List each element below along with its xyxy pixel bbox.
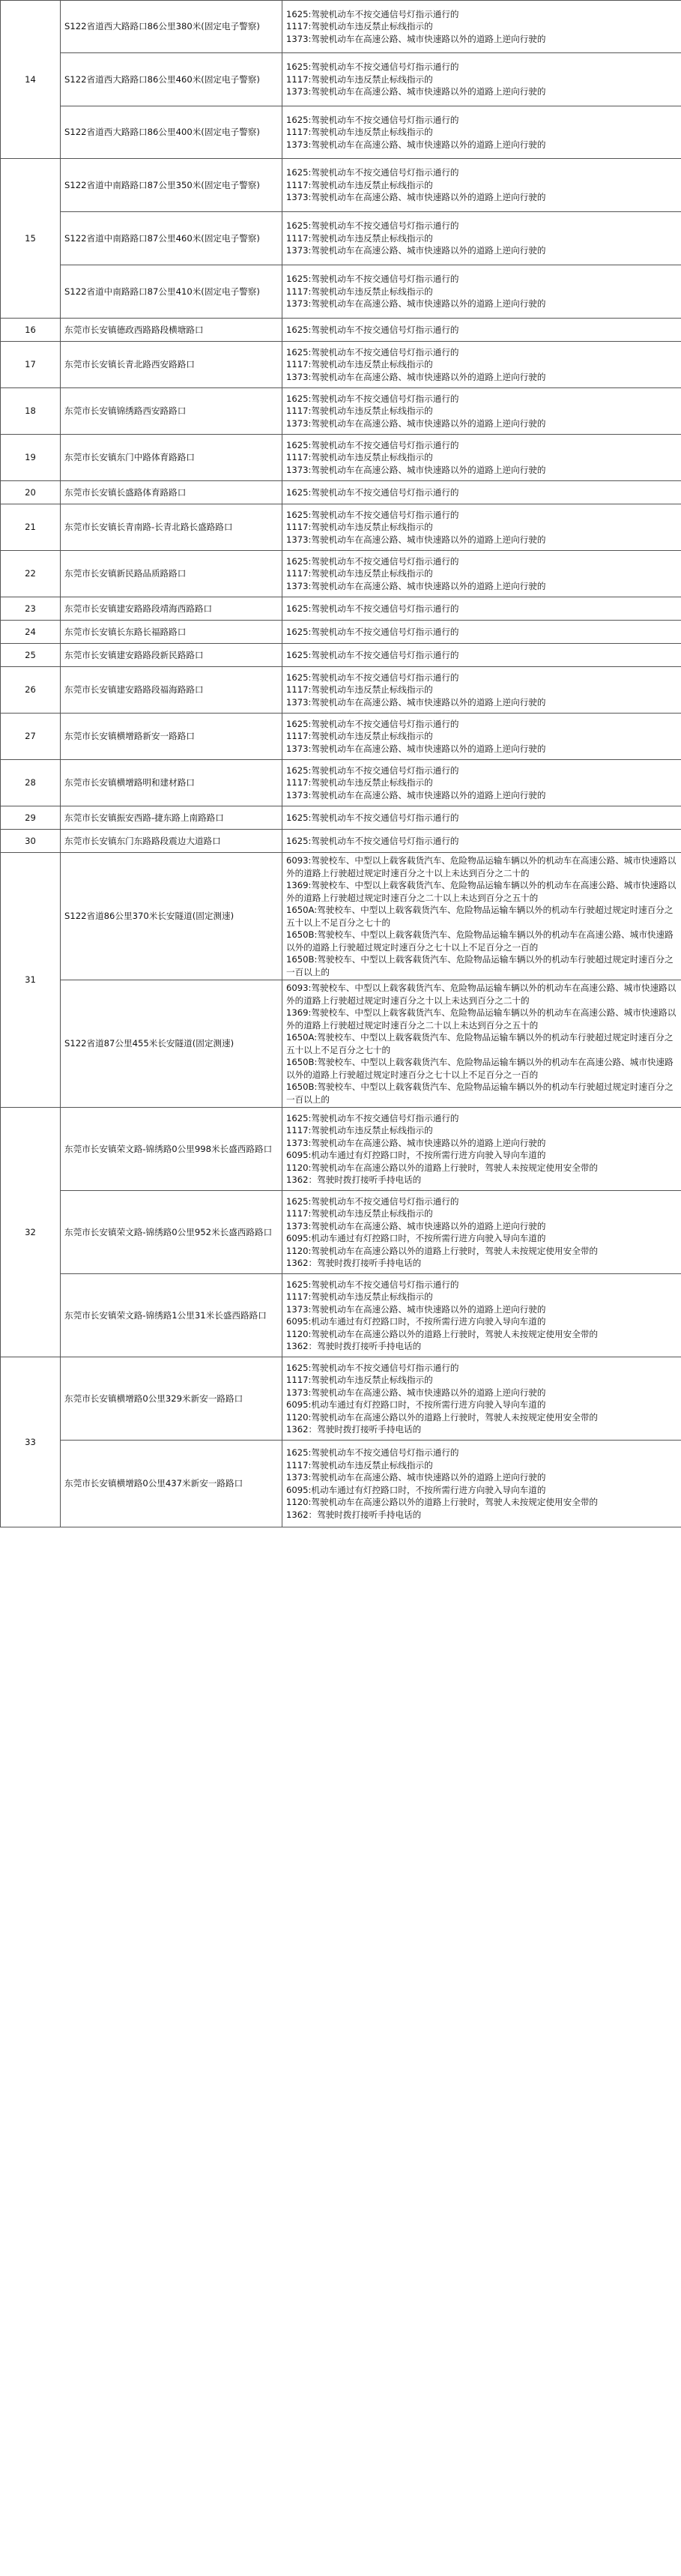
row-number: 30 xyxy=(1,830,61,853)
table-row xyxy=(1,388,681,435)
table-row xyxy=(1,714,681,760)
location-cell: S122省道86公里370米长安隧道(固定测速) xyxy=(61,853,282,980)
location-cell: 东莞市长安镇长青南路-长青北路长盛路路口 xyxy=(61,504,282,551)
table-row xyxy=(1,53,681,106)
row-number: 29 xyxy=(1,806,61,830)
location-cell: 东莞市长安镇建安路路段靖海西路路口 xyxy=(61,597,282,621)
location-cell: 东莞市长安镇振安西路-捷东路上南路路口 xyxy=(61,806,282,830)
violation-codes-cell: 1625:驾驶机动车不按交通信号灯指示通行的 1117:驾驶机动车违反禁止标线指示的 1373:驾驶机动车在高速公路、城市快速路以外的道路上逆向行驶的 xyxy=(282,212,681,265)
violation-codes-cell: 1625:驾驶机动车不按交通信号灯指示通行的 1117:驾驶机动车违反禁止标线指示的 1373:驾驶机动车在高速公路、城市快速路以外的道路上逆向行驶的 xyxy=(282,53,681,106)
table-row xyxy=(1,1191,681,1274)
location-cell: 东莞市长安镇锦绣路西安路路口 xyxy=(61,388,282,435)
location-cell: 东莞市长安镇长青北路西安路路口 xyxy=(61,342,282,388)
location-cell: S122省道87公里455米长安隧道(固定测速) xyxy=(61,980,282,1108)
violation-codes-cell: 1625:驾驶机动车不按交通信号灯指示通行的 1117:驾驶机动车违反禁止标线指示的 1373:驾驶机动车在高速公路、城市快速路以外的道路上逆向行驶的 xyxy=(282,714,681,760)
table-row xyxy=(1,212,681,265)
location-cell: 东莞市长安镇横增路明和建材路口 xyxy=(61,760,282,806)
table-row xyxy=(1,435,681,481)
row-number: 27 xyxy=(1,714,61,760)
violation-codes-cell: 1625:驾驶机动车不按交通信号灯指示通行的 1117:驾驶机动车违反禁止标线指示的 1373:驾驶机动车在高速公路、城市快速路以外的道路上逆向行驶的 xyxy=(282,388,681,435)
table-row xyxy=(1,1108,681,1191)
row-number: 33 xyxy=(1,1357,61,1527)
row-number: 25 xyxy=(1,644,61,667)
violation-codes-cell: 1625:驾驶机动车不按交通信号灯指示通行的 1117:驾驶机动车违反禁止标线指示的 1373:驾驶机动车在高速公路、城市快速路以外的道路上逆向行驶的 xyxy=(282,435,681,481)
table-row xyxy=(1,806,681,830)
location-cell: 东莞市长安镇长东路长福路路口 xyxy=(61,621,282,644)
table-row xyxy=(1,504,681,551)
location-cell: 东莞市长安镇东门中路体育路路口 xyxy=(61,435,282,481)
table-row xyxy=(1,265,681,319)
row-number: 14 xyxy=(1,1,61,159)
table-row xyxy=(1,1,681,53)
location-cell: S122省道西大路路口86公里380米(固定电子警察) xyxy=(61,1,282,53)
violation-codes-cell: 1625:驾驶机动车不按交通信号灯指示通行的 1117:驾驶机动车违反禁止标线指示的 1373:驾驶机动车在高速公路、城市快速路以外的道路上逆向行驶的 xyxy=(282,159,681,212)
row-number: 22 xyxy=(1,551,61,597)
location-cell: 东莞市长安镇建安路路段新民路路口 xyxy=(61,644,282,667)
violation-codes-cell: 1625:驾驶机动车不按交通信号灯指示通行的 1117:驾驶机动车违反禁止标线指示的 1373:驾驶机动车在高速公路、城市快速路以外的道路上逆向行驶的 xyxy=(282,106,681,159)
table-row xyxy=(1,319,681,342)
violation-codes-cell: 1625:驾驶机动车不按交通信号灯指示通行的 xyxy=(282,806,681,830)
row-number: 24 xyxy=(1,621,61,644)
location-cell: 东莞市长安镇荣文路-锦绣路0公里998米长盛西路路口 xyxy=(61,1108,282,1191)
violation-codes-cell: 1625:驾驶机动车不按交通信号灯指示通行的 1117:驾驶机动车违反禁止标线指示的 1373:驾驶机动车在高速公路、城市快速路以外的道路上逆向行驶的 xyxy=(282,667,681,714)
violation-codes-cell: 1625:驾驶机动车不按交通信号灯指示通行的 xyxy=(282,830,681,853)
location-cell: S122省道中南路路口87公里460米(固定电子警察) xyxy=(61,212,282,265)
table-row xyxy=(1,481,681,504)
violation-codes-cell: 6093:驾驶校车、中型以上载客载货汽车、危险物品运输车辆以外的机动车在高速公路、城市快速路以外的道路上行驶超过规定时速百分之十以上未达到百分之二十的 1369:驾驶校车、中型以上载客载货汽车、危险物品运输车辆以外的机动车在高速公路、城市快速路以外的道路上行驶超过规定时速百分之二十以上未达到百分之五十的 1650A:驾驶校车、中型以上载客载货汽车、危险物品运输车辆以外的机动车行驶超过规定时速百分之五十以上不足百分之七十的 1650B:驾驶校车、中型以上载客载货汽车、危险物品运输车辆以外的机动车在高速公路、城市快速路以外的道路上行驶超过规定时速百分之七十以上不足百分之一百的 1650B:驾驶校车、中型以上载客载货汽车、危险物品运输车辆以外的机动车行驶超过规定时速百分之一百以上的 xyxy=(282,853,681,980)
table-row xyxy=(1,551,681,597)
table-row xyxy=(1,621,681,644)
violation-codes-cell: 1625:驾驶机动车不按交通信号灯指示通行的 1117:驾驶机动车违反禁止标线指示的 1373:驾驶机动车在高速公路、城市快速路以外的道路上逆向行驶的 xyxy=(282,760,681,806)
row-number: 18 xyxy=(1,388,61,435)
location-cell: 东莞市长安镇横增路0公里437米新安一路路口 xyxy=(61,1441,282,1527)
location-cell: 东莞市长安镇长盛路体育路路口 xyxy=(61,481,282,504)
row-number: 17 xyxy=(1,342,61,388)
table-row xyxy=(1,1274,681,1357)
location-cell: 东莞市长安镇建安路路段福海路路口 xyxy=(61,667,282,714)
violation-codes-cell: 1625:驾驶机动车不按交通信号灯指示通行的 1117:驾驶机动车违反禁止标线指示的 1373:驾驶机动车在高速公路、城市快速路以外的道路上逆向行驶的 xyxy=(282,342,681,388)
row-number: 21 xyxy=(1,504,61,551)
table-row xyxy=(1,830,681,853)
violation-codes-cell: 1625:驾驶机动车不按交通信号灯指示通行的 xyxy=(282,319,681,342)
location-cell: S122省道中南路路口87公里410米(固定电子警察) xyxy=(61,265,282,319)
row-number: 32 xyxy=(1,1108,61,1357)
table-row xyxy=(1,597,681,621)
table-row xyxy=(1,644,681,667)
location-cell: 东莞市长安镇东门东路路段震边大道路口 xyxy=(61,830,282,853)
violation-codes-cell: 1625:驾驶机动车不按交通信号灯指示通行的 1117:驾驶机动车违反禁止标线指示的 1373:驾驶机动车在高速公路、城市快速路以外的道路上逆向行驶的 6095:机动车通过有灯控路口时，不按所需行进方向驶入导向车道的 1120:驾驶机动车在高速公路以外的道路上行驶时，驾驶人未按规定使用安全带的 1362：驾驶时拨打接听手持电话的 xyxy=(282,1108,681,1191)
row-number: 26 xyxy=(1,667,61,714)
violation-codes-cell: 1625:驾驶机动车不按交通信号灯指示通行的 xyxy=(282,621,681,644)
violation-codes-cell: 1625:驾驶机动车不按交通信号灯指示通行的 1117:驾驶机动车违反禁止标线指示的 1373:驾驶机动车在高速公路、城市快速路以外的道路上逆向行驶的 xyxy=(282,1,681,53)
violation-codes-cell: 1625:驾驶机动车不按交通信号灯指示通行的 1117:驾驶机动车违反禁止标线指示的 1373:驾驶机动车在高速公路、城市快速路以外的道路上逆向行驶的 xyxy=(282,551,681,597)
table-row xyxy=(1,667,681,714)
location-cell: 东莞市长安镇横增路新安一路路口 xyxy=(61,714,282,760)
violation-codes-cell: 1625:驾驶机动车不按交通信号灯指示通行的 xyxy=(282,481,681,504)
table-row xyxy=(1,342,681,388)
row-number: 28 xyxy=(1,760,61,806)
table-row xyxy=(1,853,681,980)
location-cell: S122省道西大路路口86公里460米(固定电子警察) xyxy=(61,53,282,106)
table-row xyxy=(1,1441,681,1527)
violation-codes-cell: 1625:驾驶机动车不按交通信号灯指示通行的 1117:驾驶机动车违反禁止标线指示的 1373:驾驶机动车在高速公路、城市快速路以外的道路上逆向行驶的 6095:机动车通过有灯控路口时，不按所需行进方向驶入导向车道的 1120:驾驶机动车在高速公路以外的道路上行驶时，驾驶人未按规定使用安全带的 1362：驾驶时拨打接听手持电话的 xyxy=(282,1357,681,1441)
location-cell: S122省道西大路路口86公里400米(固定电子警察) xyxy=(61,106,282,159)
violation-codes-cell: 1625:驾驶机动车不按交通信号灯指示通行的 1117:驾驶机动车违反禁止标线指示的 1373:驾驶机动车在高速公路、城市快速路以外的道路上逆向行驶的 xyxy=(282,504,681,551)
violation-codes-cell: 6093:驾驶校车、中型以上载客载货汽车、危险物品运输车辆以外的机动车在高速公路、城市快速路以外的道路上行驶超过规定时速百分之十以上未达到百分之二十的 1369:驾驶校车、中型以上载客载货汽车、危险物品运输车辆以外的机动车在高速公路、城市快速路以外的道路上行驶超过规定时速百分之二十以上未达到百分之五十的 1650A:驾驶校车、中型以上载客载货汽车、危险物品运输车辆以外的机动车行驶超过规定时速百分之五十以上不足百分之七十的 1650B:驾驶校车、中型以上载客载货汽车、危险物品运输车辆以外的机动车在高速公路、城市快速路以外的道路上行驶超过规定时速百分之七十以上不足百分之一百的 1650B:驾驶校车、中型以上载客载货汽车、危险物品运输车辆以外的机动车行驶超过规定时速百分之一百以上的 xyxy=(282,980,681,1108)
violation-codes-cell: 1625:驾驶机动车不按交通信号灯指示通行的 xyxy=(282,597,681,621)
location-cell: 东莞市长安镇德政西路路段横塘路口 xyxy=(61,319,282,342)
row-number: 19 xyxy=(1,435,61,481)
row-number: 23 xyxy=(1,597,61,621)
location-cell: 东莞市长安镇新民路品质路路口 xyxy=(61,551,282,597)
row-number: 15 xyxy=(1,159,61,319)
row-number: 31 xyxy=(1,853,61,1108)
table-row xyxy=(1,980,681,1108)
row-number: 20 xyxy=(1,481,61,504)
table-row xyxy=(1,106,681,159)
table-row xyxy=(1,1357,681,1441)
violation-codes-cell: 1625:驾驶机动车不按交通信号灯指示通行的 1117:驾驶机动车违反禁止标线指示的 1373:驾驶机动车在高速公路、城市快速路以外的道路上逆向行驶的 6095:机动车通过有灯控路口时，不按所需行进方向驶入导向车道的 1120:驾驶机动车在高速公路以外的道路上行驶时，驾驶人未按规定使用安全带的 1362：驾驶时拨打接听手持电话的 xyxy=(282,1274,681,1357)
violation-codes-cell: 1625:驾驶机动车不按交通信号灯指示通行的 1117:驾驶机动车违反禁止标线指示的 1373:驾驶机动车在高速公路、城市快速路以外的道路上逆向行驶的 xyxy=(282,265,681,319)
violation-codes-cell: 1625:驾驶机动车不按交通信号灯指示通行的 1117:驾驶机动车违反禁止标线指示的 1373:驾驶机动车在高速公路、城市快速路以外的道路上逆向行驶的 6095:机动车通过有灯控路口时，不按所需行进方向驶入导向车道的 1120:驾驶机动车在高速公路以外的道路上行驶时，驾驶人未按规定使用安全带的 1362：驾驶时拨打接听手持电话的 xyxy=(282,1191,681,1274)
location-cell: 东莞市长安镇荣文路-锦绣路0公里952米长盛西路路口 xyxy=(61,1191,282,1274)
table-row xyxy=(1,159,681,212)
location-cell: 东莞市长安镇横增路0公里329米新安一路路口 xyxy=(61,1357,282,1441)
violation-codes-cell: 1625:驾驶机动车不按交通信号灯指示通行的 xyxy=(282,644,681,667)
table-body xyxy=(1,1,681,1527)
row-number: 16 xyxy=(1,319,61,342)
location-cell: S122省道中南路路口87公里350米(固定电子警察) xyxy=(61,159,282,212)
location-cell: 东莞市长安镇荣文路-锦绣路1公里31米长盛西路路口 xyxy=(61,1274,282,1357)
table-row xyxy=(1,760,681,806)
violation-codes-cell: 1625:驾驶机动车不按交通信号灯指示通行的 1117:驾驶机动车违反禁止标线指示的 1373:驾驶机动车在高速公路、城市快速路以外的道路上逆向行驶的 6095:机动车通过有灯控路口时，不按所需行进方向驶入导向车道的 1120:驾驶机动车在高速公路以外的道路上行驶时，驾驶人未按规定使用安全带的 1362：驾驶时拨打接听手持电话的 xyxy=(282,1441,681,1527)
